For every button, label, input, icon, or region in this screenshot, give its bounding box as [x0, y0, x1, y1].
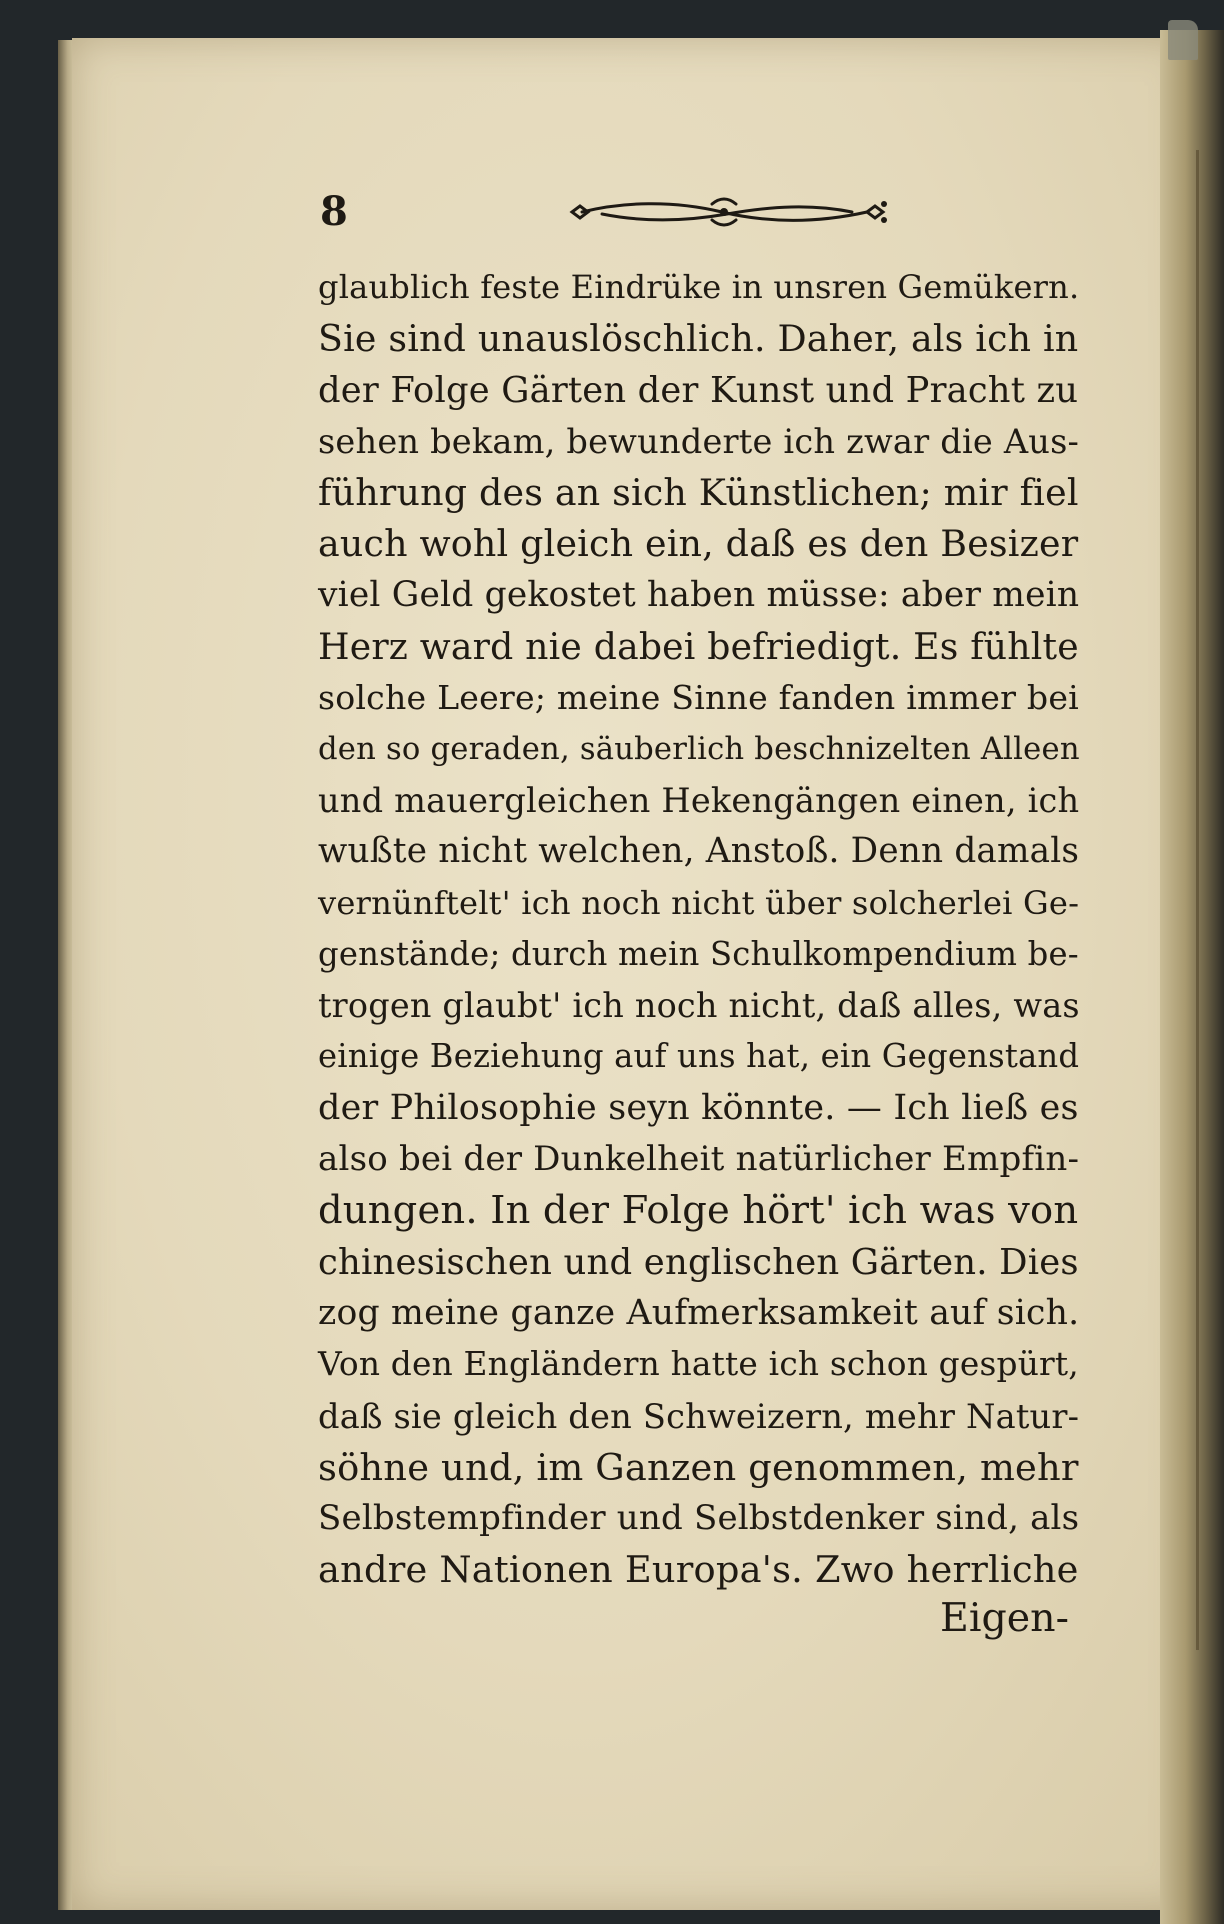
text-line: Von den Engländern hatte ich schon gespürt, [318, 1345, 1079, 1384]
book-spine-edge [1160, 30, 1224, 1924]
ornament-icon [562, 192, 892, 232]
text-line: vernünftelt' ich noch nicht über solcherlei Ge- [318, 883, 1080, 922]
page-number: 8 [320, 188, 348, 235]
text-line: daß sie gleich den Schweizern, mehr Natur- [318, 1396, 1080, 1436]
text-line: andre Nationen Europa's. Zwo herrliche [318, 1548, 1079, 1592]
text-line: glaublich feste Eindrüke in unsren Gemükern. [318, 268, 1080, 306]
text-line: Selbstempfinder und Selbstdenker sind, als [318, 1498, 1080, 1539]
text-line: der Philosophie seyn könnte. — Ich ließ es [318, 1087, 1079, 1128]
text-line: der Folge Gärten der Kunst und Pracht zu [318, 369, 1079, 411]
gutter-line [1196, 150, 1199, 1650]
text-line: dungen. In der Folge hört' ich was von [318, 1188, 1079, 1234]
text-line: und mauergleichen Hekengängen einen, ich [318, 780, 1080, 820]
text-line: Herz ward nie dabei befriedigt. Es fühlte [318, 625, 1079, 669]
text-line: viel Geld gekostet haben müsse: aber mein [318, 574, 1080, 615]
text-line: wußte nicht welchen, Anstoß. Denn damals [318, 831, 1080, 872]
text-line: zog meine ganze Aufmerksamkeit auf sich. [318, 1292, 1080, 1333]
text-line: auch wohl gleich ein, daß es den Besizer [318, 522, 1079, 566]
corner-tab [1168, 20, 1198, 60]
body-text [318, 262, 1078, 1596]
text-line: den so geraden, säuberlich beschnizelten Alleen [318, 731, 1080, 767]
catchword: Eigen- [940, 1595, 1069, 1641]
text-line: trogen glaubt' ich noch nicht, daß alles, was [318, 986, 1080, 1026]
text-line: Sie sind unauslöschlich. Daher, als ich in [318, 317, 1079, 361]
text-line: sehen bekam, bewunderte ich zwar die Aus- [318, 421, 1080, 461]
text-line: chinesischen und englischen Gärten. Dies [318, 1241, 1079, 1283]
text-line: solche Leere; meine Sinne fanden immer bei [318, 678, 1079, 718]
page-header [320, 188, 900, 238]
text-line: söhne und, im Ganzen genommen, mehr [318, 1445, 1079, 1489]
text-line: führung des an sich Künstlichen; mir fiel [318, 471, 1079, 515]
text-line: einige Beziehung auf uns hat, ein Gegenstand [318, 1037, 1080, 1076]
text-line: also bei der Dunkelheit natürlicher Empfin- [318, 1139, 1080, 1180]
text-line: genstände; durch mein Schulkompendium be- [318, 934, 1079, 973]
